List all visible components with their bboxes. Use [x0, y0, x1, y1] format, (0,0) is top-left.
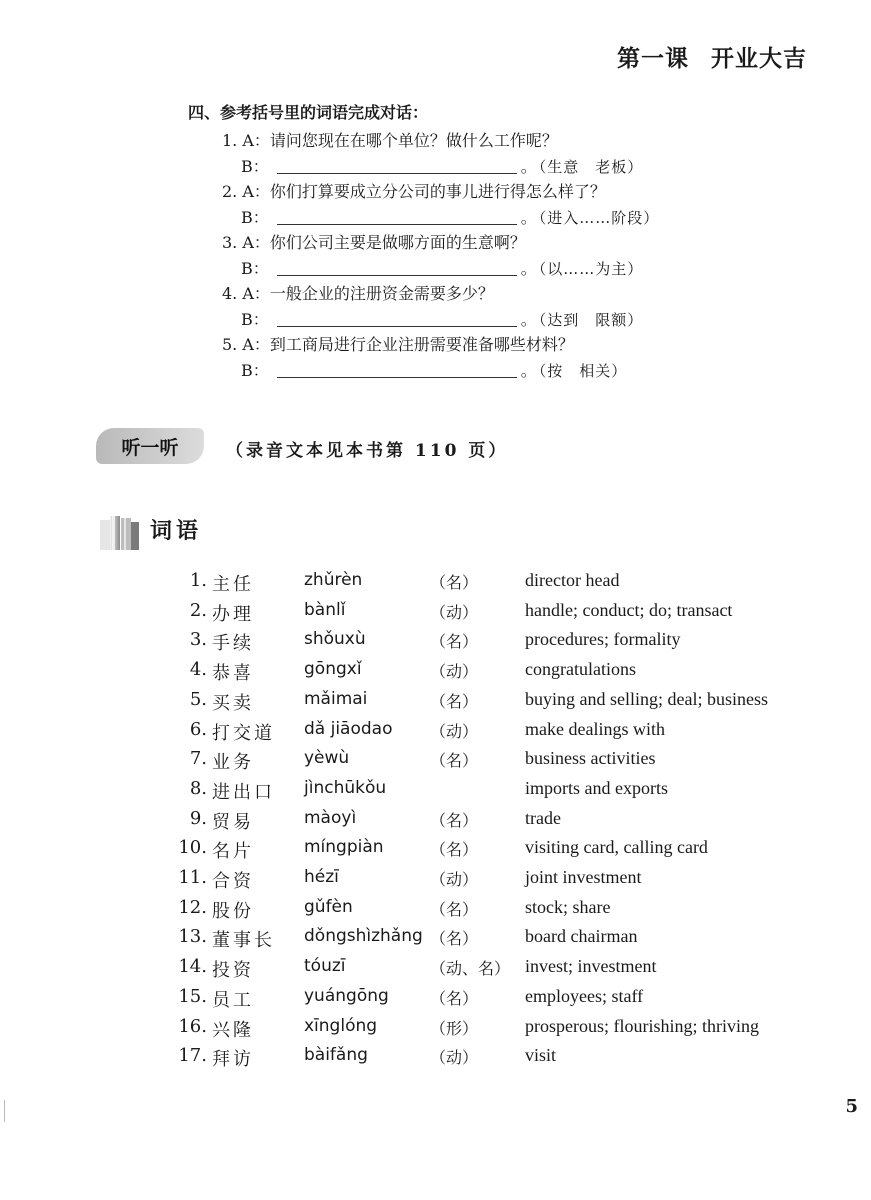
vocabulary-entry — [0, 897, 871, 925]
entry-part-of-speech: （名） — [430, 840, 479, 860]
entry-part-of-speech: （名） — [430, 632, 479, 652]
exercise-number: 4. — [222, 284, 238, 303]
entry-part-of-speech: （动） — [430, 662, 479, 682]
entry-part-of-speech: （名） — [430, 573, 479, 592]
exercise-question — [222, 230, 526, 253]
entry-part-of-speech: （名） — [430, 751, 479, 771]
entry-number: 7. — [189, 748, 207, 770]
entry-english: buying and selling; deal; business — [525, 688, 768, 709]
vocabulary-entry — [0, 808, 871, 836]
entry-english: trade — [525, 807, 561, 828]
margin-mark — [4, 1100, 5, 1122]
question-text: A：一般企业的注册资金需要多少？ — [242, 284, 494, 303]
answer-period: 。 — [520, 208, 537, 227]
entry-part-of-speech: （名） — [430, 899, 479, 919]
exercise-number: 3. — [222, 233, 238, 252]
exercise-answer — [241, 205, 659, 228]
entry-part-of-speech: （形） — [430, 1018, 479, 1038]
exercise-answer — [241, 256, 643, 279]
answer-period: 。 — [520, 157, 537, 176]
lesson-title — [617, 40, 807, 73]
answer-period: 。 — [520, 259, 537, 278]
answer-blank[interactable] — [277, 363, 517, 378]
entry-word: 股份 — [212, 900, 254, 922]
entry-word: 业务 — [212, 752, 254, 774]
entry-pinyin: míngpiàn — [304, 837, 384, 858]
entry-number: 13. — [178, 926, 207, 948]
entry-pinyin: hézī — [304, 867, 339, 887]
entry-number: 17. — [178, 1045, 207, 1067]
vocabulary-entry — [0, 689, 871, 717]
exercise-number: 1. — [222, 131, 238, 150]
entry-part-of-speech: （动、名） — [430, 959, 511, 979]
entry-number: 3. — [189, 629, 207, 651]
vocabulary-entry — [0, 600, 871, 628]
entry-pinyin: xīnglóng — [304, 1015, 378, 1036]
exercise-heading: 四、参考括号里的词语完成对话： — [188, 103, 429, 122]
page-number: 5 — [845, 1096, 858, 1117]
entry-number: 15. — [178, 985, 207, 1007]
entry-pinyin: gōngxǐ — [304, 659, 362, 680]
entry-english: visit — [525, 1045, 557, 1066]
entry-part-of-speech: （名） — [430, 691, 479, 711]
entry-word: 主任 — [212, 574, 254, 595]
entry-number: 11. — [178, 867, 207, 888]
answer-label: B： — [241, 157, 269, 176]
question-text: A：你们公司主要是做哪方面的生意啊？ — [242, 233, 526, 252]
entry-english: imports and exports — [525, 777, 668, 798]
entry-word: 进出口 — [212, 781, 275, 803]
entry-english: visiting card, calling card — [525, 837, 708, 858]
lesson-number: 第一课 — [617, 46, 689, 72]
entry-pinyin: bànlǐ — [304, 599, 346, 620]
answer-hint: （达到 限额） — [538, 311, 644, 329]
entry-number: 10. — [178, 837, 207, 859]
entry-english: business activities — [525, 748, 656, 769]
answer-blank[interactable] — [277, 261, 517, 276]
entry-word: 手续 — [212, 633, 254, 655]
entry-pinyin: bàifǎng — [304, 1045, 368, 1066]
books-icon — [100, 512, 146, 552]
entry-english: board chairman — [525, 926, 638, 947]
entry-pinyin: shǒuxù — [304, 629, 366, 650]
vocabulary-entry — [0, 570, 871, 598]
vocabulary-entry — [0, 778, 871, 806]
entry-word: 名片 — [212, 841, 254, 863]
entry-number: 12. — [178, 896, 207, 918]
entry-word: 办理 — [212, 603, 254, 625]
entry-pinyin: yuángōng — [304, 985, 389, 1006]
answer-hint: （按 相关） — [538, 362, 628, 380]
vocabulary-entry — [0, 986, 871, 1014]
entry-number: 5. — [189, 688, 207, 710]
answer-label: B： — [241, 208, 269, 227]
exercise-answer — [241, 358, 627, 381]
entry-pinyin: màoyì — [304, 807, 357, 828]
answer-blank[interactable] — [277, 312, 517, 327]
entry-part-of-speech: （动） — [430, 602, 479, 622]
entry-english: stock; share — [525, 896, 611, 917]
vocabulary-entry — [0, 1045, 871, 1073]
answer-period: 。 — [520, 310, 537, 329]
exercise-question — [222, 281, 494, 304]
entry-word: 员工 — [212, 989, 254, 1011]
entry-english: handle; conduct; do; transact — [525, 599, 733, 620]
entry-number: 2. — [189, 599, 207, 621]
answer-label: B： — [241, 259, 269, 278]
exercise-answer — [241, 154, 643, 177]
entry-number: 4. — [189, 659, 207, 681]
entry-number: 1. — [189, 570, 207, 591]
entry-word: 打交道 — [212, 722, 275, 744]
exercise-question — [222, 179, 606, 202]
entry-number: 16. — [178, 1015, 207, 1037]
vocabulary-entry — [0, 629, 871, 657]
answer-blank[interactable] — [277, 210, 517, 225]
vocabulary-entry — [0, 837, 871, 865]
entry-english: congratulations — [525, 659, 636, 680]
entry-english: director head — [525, 570, 620, 590]
entry-word: 合资 — [212, 871, 254, 892]
answer-hint: （进入……阶段） — [538, 209, 660, 227]
entry-english: procedures; formality — [525, 629, 681, 650]
entry-english: invest; investment — [525, 956, 657, 977]
exercise-number: 5. — [222, 335, 238, 354]
entry-pinyin: zhǔrèn — [304, 570, 363, 590]
vocabulary-entry — [0, 926, 871, 954]
exercise-question — [222, 128, 558, 151]
entry-english: prosperous; flourishing; thriving — [525, 1015, 759, 1036]
entry-part-of-speech: （动） — [430, 721, 479, 741]
exercise-number: 2. — [222, 182, 238, 201]
entry-part-of-speech: （动） — [430, 1048, 479, 1068]
entry-pinyin: gǔfèn — [304, 896, 353, 917]
exercise-question — [222, 332, 574, 355]
entry-pinyin: dǒngshìzhǎng — [304, 926, 423, 947]
entry-number: 9. — [189, 807, 207, 829]
listening-note: （录音文本见本书第 110 页） — [226, 441, 509, 461]
listening-badge: 听一听 — [96, 428, 204, 464]
entry-word: 拜访 — [212, 1049, 254, 1071]
answer-blank[interactable] — [277, 159, 517, 174]
entry-pinyin: jìnchūkǒu — [304, 777, 387, 798]
entry-word: 恭喜 — [212, 663, 254, 685]
answer-label: B： — [241, 310, 269, 329]
entry-pinyin: mǎimai — [304, 688, 368, 709]
question-text: A：到工商局进行企业注册需要准备哪些材料？ — [242, 335, 574, 354]
vocabulary-entry — [0, 867, 871, 895]
entry-english: joint investment — [525, 867, 642, 887]
question-text: A：你们打算要成立分公司的事儿进行得怎么样了？ — [242, 182, 606, 201]
entry-english: employees; staff — [525, 985, 644, 1006]
vocabulary-entry — [0, 719, 871, 747]
entry-english: make dealings with — [525, 718, 665, 739]
entry-word: 兴隆 — [212, 1019, 254, 1041]
entry-number: 6. — [189, 718, 207, 740]
answer-label: B： — [241, 361, 269, 380]
entry-word: 买卖 — [212, 692, 254, 714]
entry-number: 8. — [189, 777, 207, 799]
vocabulary-entry — [0, 956, 871, 984]
entry-pinyin: tóuzī — [304, 956, 346, 977]
answer-period: 。 — [520, 361, 537, 380]
entry-word: 贸易 — [212, 811, 254, 833]
entry-word: 投资 — [212, 960, 254, 982]
vocabulary-entry — [0, 1016, 871, 1044]
entry-pinyin: yèwù — [304, 748, 350, 769]
entry-word: 董事长 — [212, 930, 275, 952]
entry-part-of-speech: （名） — [430, 988, 479, 1008]
vocabulary-entry — [0, 659, 871, 687]
answer-hint: （生意 老板） — [538, 158, 644, 176]
vocabulary-entry — [0, 748, 871, 776]
entry-pinyin: dǎ jiāodao — [304, 718, 393, 739]
entry-part-of-speech: （动） — [430, 870, 479, 889]
entry-part-of-speech: （名） — [430, 929, 479, 949]
answer-hint: （以……为主） — [538, 260, 644, 278]
entry-number: 14. — [178, 956, 207, 978]
lesson-name: 开业大吉 — [711, 46, 807, 72]
question-text: A：请问您现在在哪个单位？做什么工作呢？ — [242, 131, 558, 150]
exercise-answer — [241, 307, 643, 330]
entry-part-of-speech: （名） — [430, 810, 479, 830]
vocabulary-heading: 词语 — [150, 519, 203, 544]
